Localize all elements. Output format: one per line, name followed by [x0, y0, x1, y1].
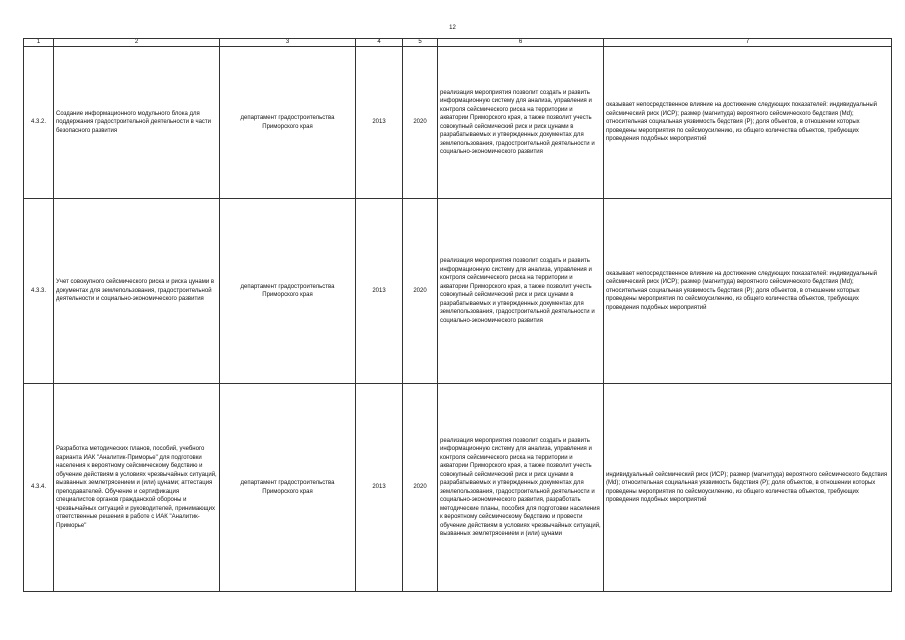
column-number: 6 [438, 39, 604, 47]
measure-name: Разработка методических планов, пособий, учебного варианта ИАК "Аналитик-Приморье" для подготовки населения к вероятному сейсмическому бедствию и обучение действиям в условиях чрезвычайных ситуаций, вызванных землетрясением и (или) цунами; аттестация преподавателей. Обучение и сертификация специалистов органов гражданской обороны и чрезвычайных ситуаций и руководителей, принимающих ответственные решения в работе с ИАК "Аналитик-Приморье" [54, 384, 220, 592]
start-year: 2013 [356, 47, 403, 199]
expected-result: реализация мероприятия позволит создать и развить информационную систему для анализа, управления и контроля сейсмического риска на территории и акватории Приморского края, а также позволит учесть совокупный сейсмический риск и риск цунами в разрабатываемых и утвержденных документах для землепользования, градостроительной деятельности и социально-экономического развития [438, 47, 604, 199]
measure-executor: департамент градостроительства Приморского края [220, 199, 356, 384]
expected-result: реализация мероприятия позволит создать и развить информационную систему для анализа, управления и контроля сейсмического риска на территории и акватории Приморского края, а также позволит учесть совокупный сейсмический риск и риск цунами в разрабатываемых и утвержденных документах для землепользования, градостроительной деятельности и социально-экономического развития, разработать методические планы, пособия для подготовки населения к вероятному сейсмическому бедствию и провести обучение действиям в условиях чрезвычайных ситуаций, вызванных землетрясением и (или) цунами [438, 384, 604, 592]
column-number: 5 [403, 39, 438, 47]
expected-result: реализация мероприятия позволит создать и развить информационную систему для анализа, управления и контроля сейсмического риска на территории и акватории Приморского края, а также позволит учесть совокупный сейсмический риск и риск цунами в разрабатываемых и утвержденных документах для землепользования, градостроительной деятельности и социально-экономического развития [438, 199, 604, 384]
column-number-row [24, 39, 892, 47]
measure-executor: департамент градостроительства Приморского края [220, 47, 356, 199]
measure-number: 4.3.3. [24, 199, 54, 384]
start-year: 2013 [356, 199, 403, 384]
measures-table [23, 38, 892, 592]
column-number: 7 [604, 39, 892, 47]
measure-number: 4.3.4. [24, 384, 54, 592]
table-row [24, 47, 892, 199]
measure-name: Создание информационного модульного блока для поддержания градостроительной деятельности в части безопасного развития [54, 47, 220, 199]
column-number: 4 [356, 39, 403, 47]
indicators-link: индивидуальный сейсмический риск (ИСР); размер (магнитуда) вероятного сейсмического бедствия (Md); относительная социальная уязвимость бедствия (P); доля объектов, в отношении которых проведены мероприятия по сейсмоусилению, из общего количества объектов, требующих проведения подобных мероприятий [604, 384, 892, 592]
indicators-link: оказывает непосредственное влияние на достижение следующих показателей: индивидуальный сейсмический риск (ИСР); размер (магнитуда) вероятного сейсмического бедствия (Md); относительная социальная уязвимость бедствия (P); доля объектов, в отношении которых проведены мероприятия по сейсмоусилению, из общего количества объектов, требующих проведения подобных мероприятий [604, 47, 892, 199]
table-row [24, 384, 892, 592]
start-year: 2013 [356, 384, 403, 592]
measure-name: Учет совокупного сейсмического риска и риска цунами в документах для землепользования, градостроительной деятельности и социально-экономического развития [54, 199, 220, 384]
end-year: 2020 [403, 199, 438, 384]
indicators-link: оказывает непосредственное влияние на достижение следующих показателей: индивидуальный сейсмический риск (ИСР); размер (магнитуда) вероятного сейсмического бедствия (Md); относительная социальная уязвимость бедствия (P); доля объектов, в отношении которых проведены мероприятия по сейсмоусилению, из общего количества объектов, требующих проведения подобных мероприятий [604, 199, 892, 384]
table-row [24, 199, 892, 384]
page-number: 12 [449, 25, 456, 31]
end-year: 2020 [403, 47, 438, 199]
column-number: 1 [24, 39, 54, 47]
end-year: 2020 [403, 384, 438, 592]
measure-number: 4.3.2. [24, 47, 54, 199]
column-number: 2 [54, 39, 220, 47]
column-number: 3 [220, 39, 356, 47]
measure-executor: департамент градостроительства Приморского края [220, 384, 356, 592]
